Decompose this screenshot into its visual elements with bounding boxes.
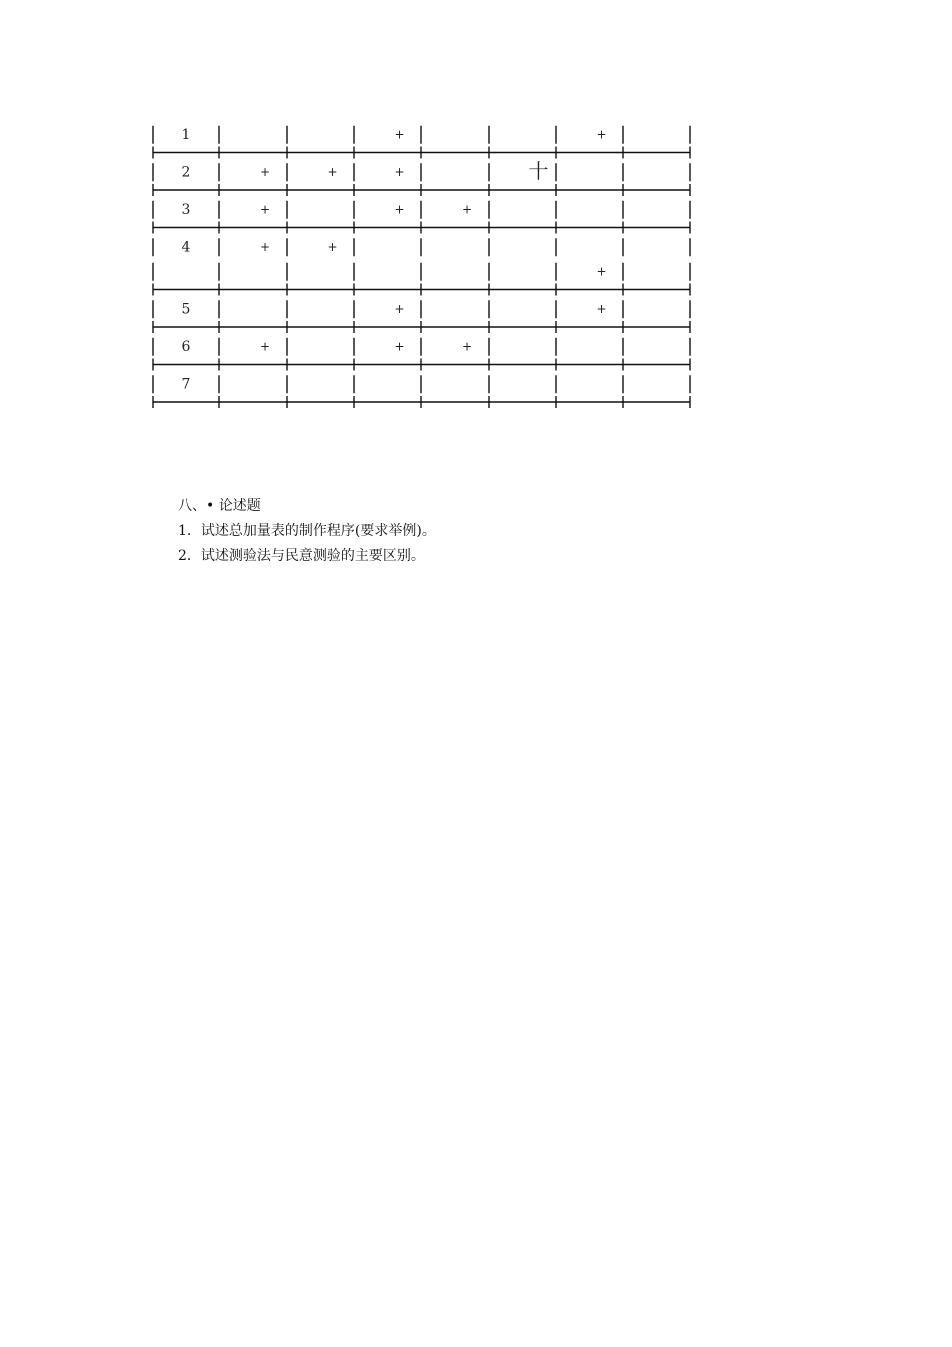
- cell-mark: +: [259, 164, 271, 179]
- cell-mark: +: [394, 164, 405, 179]
- cell-mark: +: [596, 127, 607, 142]
- cell-mark: +: [394, 301, 405, 316]
- cell-mark: 十: [528, 158, 549, 183]
- row-label: 2: [181, 164, 191, 181]
- cell-mark: +: [596, 264, 607, 279]
- row-label: 6: [181, 338, 191, 355]
- essay-question-1: 1．试述总加量表的制作程序(要求举例)。: [178, 523, 436, 539]
- essay-question-2: 2．试述测验法与民意测验的主要区别。: [178, 548, 425, 564]
- cell-mark: +: [461, 339, 473, 354]
- row-label: 7: [181, 376, 191, 393]
- cell-mark: +: [596, 301, 607, 316]
- cell-mark: +: [394, 202, 405, 217]
- essay-heading: 八、• 论述题: [178, 498, 261, 514]
- cell-mark: +: [259, 202, 271, 217]
- scale-grid-table: [0, 0, 952, 520]
- essay-section: [178, 494, 778, 569]
- cell-mark: +: [394, 339, 405, 354]
- row-label: 1: [181, 126, 191, 143]
- cell-mark: +: [327, 239, 338, 254]
- row-label: 4: [181, 239, 191, 256]
- cell-mark: +: [461, 202, 473, 217]
- cell-mark: +: [327, 164, 338, 179]
- cell-mark: +: [259, 239, 271, 254]
- cell-mark: +: [394, 127, 405, 142]
- row-label: 5: [181, 301, 191, 318]
- cell-mark: +: [259, 339, 271, 354]
- row-label: 3: [181, 201, 191, 218]
